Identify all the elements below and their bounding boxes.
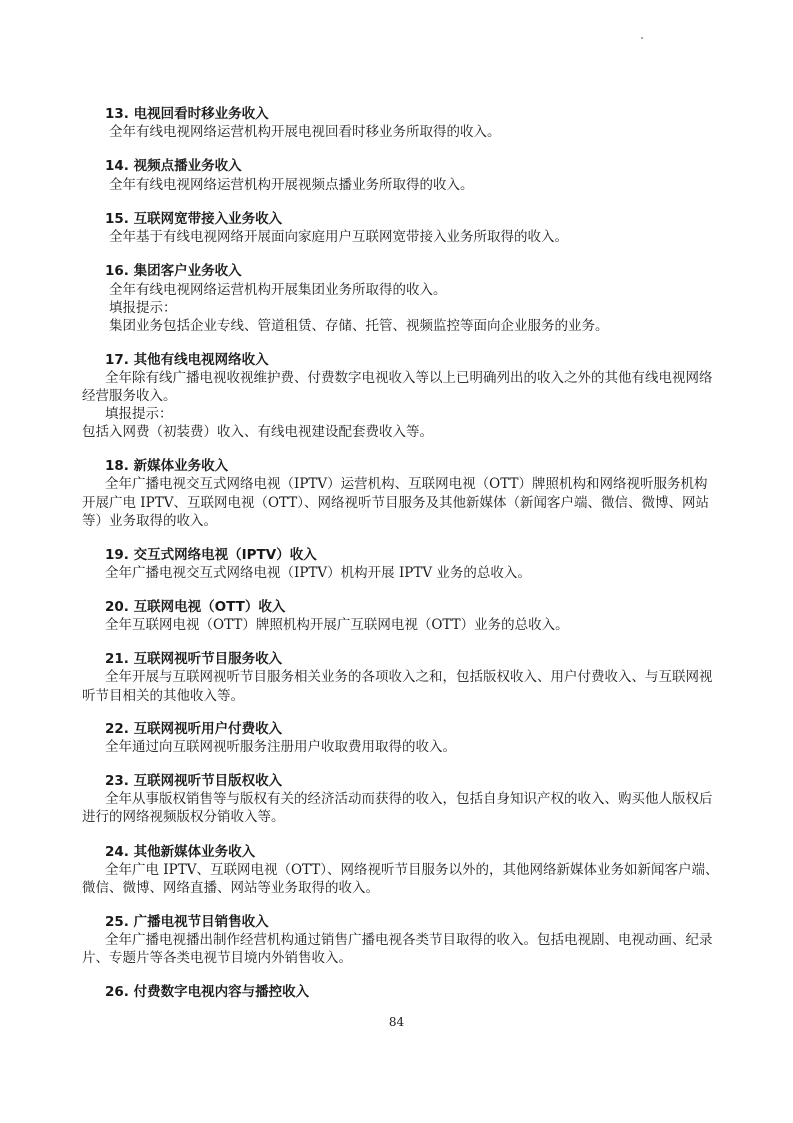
section-text: 包括入网费（初装费）收入、有线电视建设配套费收入等。	[82, 424, 433, 440]
scan-speck	[641, 37, 643, 39]
section-text: 全年除有线广播电视收视维护费、付费数字电视收入等以上已明确列出的收入之外的其他有线电视网络	[105, 370, 713, 386]
section-text: 全年基于有线电视网络开展面向家庭用户互联网宽带接入业务所取得的收入。	[109, 229, 568, 245]
section-text: 全年互联网电视（OTT）牌照机构开展广互联网电视（OTT）业务的总收入。	[105, 617, 569, 633]
section-heading: 21. 互联网视听节目服务收入	[105, 651, 283, 667]
section-heading: 23. 互联网视听节目版权收入	[105, 773, 283, 789]
section-heading: 26. 付费数字电视内容与播控收入	[105, 984, 310, 1000]
section-text: 开展广电 IPTV、互联网电视（OTT）、网络视听节目服务及其他新媒体（新闻客户端、微信、微博、网站	[82, 495, 710, 511]
section-text: 填报提示：	[105, 406, 173, 422]
section-heading: 14. 视频点播业务收入	[105, 158, 242, 174]
section-text: 等）业务取得的收入。	[82, 513, 217, 529]
section-text: 全年广播电视播出制作经营机构通过销售广播电视各类节目取得的收入。包括电视剧、电视动画、纪录	[105, 932, 713, 948]
section-text: 经营服务收入。	[82, 388, 177, 404]
section-heading: 17. 其他有线电视网络收入	[105, 352, 269, 368]
section-heading: 20. 互联网电视（OTT）收入	[105, 599, 286, 615]
section-text: 全年有线电视网络运营机构开展视频点播业务所取得的收入。	[109, 177, 474, 193]
section-heading: 19. 交互式网络电视（IPTV）收入	[105, 547, 317, 563]
section-text: 全年通过向互联网视听服务注册用户收取费用取得的收入。	[105, 739, 456, 755]
section-heading: 22. 互联网视听用户付费收入	[105, 721, 283, 737]
section-text: 微信、微博、网络直播、网站等业务取得的收入。	[82, 880, 379, 896]
section-text: 进行的网络视频版权分销收入等。	[82, 809, 285, 825]
section-text: 全年广播电视交互式网络电视（IPTV）运营机构、互联网电视（OTT）牌照机构和网络视听服务机构	[105, 476, 708, 492]
section-heading: 18. 新媒体业务收入	[105, 458, 229, 474]
section-text: 听节目相关的其他收入等。	[82, 688, 244, 704]
section-text: 全年从事版权销售等与版权有关的经济活动而获得的收入，包括自身知识产权的收入、购买他人版权后	[105, 791, 713, 807]
section-heading: 16. 集团客户业务收入	[105, 263, 242, 279]
section-text: 全年开展与互联网视听节目服务相关业务的各项收入之和，包括版权收入、用户付费收入、与互联网视	[105, 669, 713, 685]
section-heading: 15. 互联网宽带接入业务收入	[105, 211, 283, 227]
section-heading: 13. 电视回看时移业务收入	[105, 106, 269, 122]
section-text: 全年广电 IPTV、互联网电视（OTT）、网络视听节目服务以外的，其他网络新媒体业务如新闻客户端、	[105, 862, 719, 878]
section-heading: 25. 广播电视节目销售收入	[105, 914, 269, 930]
section-text: 全年广播电视交互式网络电视（IPTV）机构开展 IPTV 业务的总收入。	[105, 565, 531, 581]
section-text: 填报提示：	[109, 300, 177, 316]
page-number: 84	[388, 1015, 405, 1029]
section-text: 全年有线电视网络运营机构开展电视回看时移业务所取得的收入。	[109, 124, 501, 140]
section-text: 片、专题片等各类电视节目境内外销售收入。	[82, 950, 352, 966]
section-heading: 24. 其他新媒体业务收入	[105, 844, 256, 860]
section-text: 全年有线电视网络运营机构开展集团业务所取得的收入。	[109, 282, 447, 298]
section-text: 集团业务包括企业专线、管道租赁、存储、托管、视频监控等面向企业服务的业务。	[109, 318, 609, 334]
